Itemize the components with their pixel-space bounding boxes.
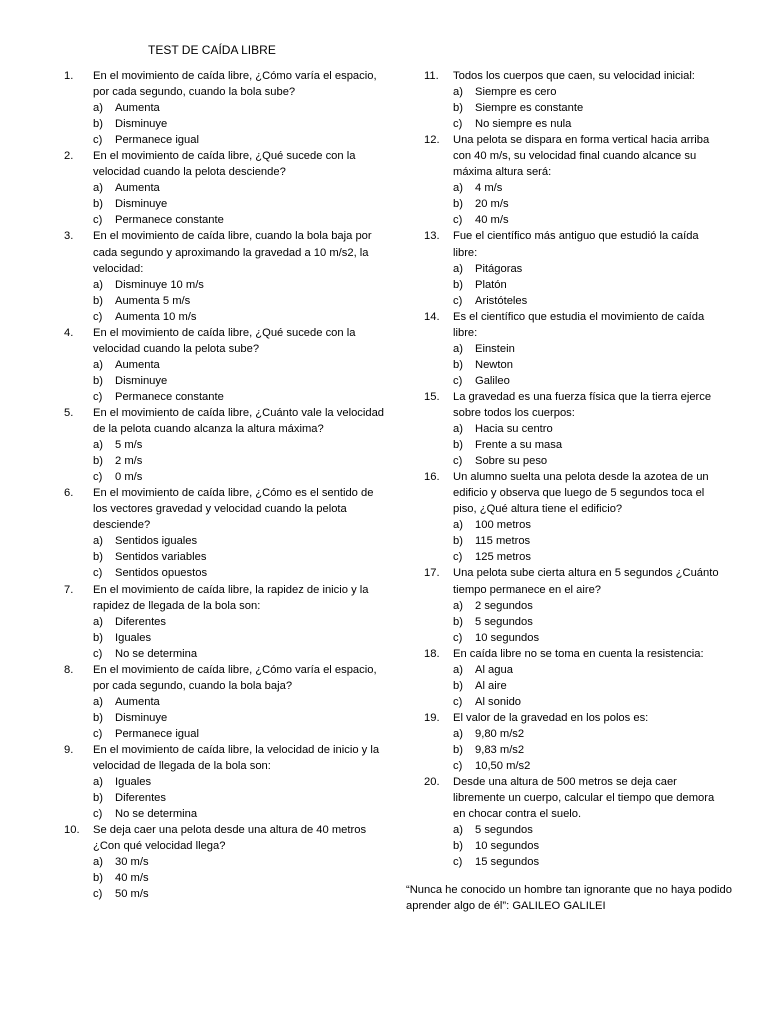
question-row <box>424 469 724 517</box>
question-number: 13. <box>424 230 440 243</box>
question-text: Una pelota se dispara en forma vertical hacia arriba con 40 m/s, su velocidad final cuando alcance su máxima altura será: <box>453 134 710 179</box>
answer-option <box>424 437 724 453</box>
option-letter: b) <box>453 615 463 628</box>
question-number: 2. <box>64 150 74 163</box>
question-item <box>424 646 724 710</box>
question-text: En el movimiento de caída libre, ¿Cómo es el sentido de los vectores gravedad y velocidad cuando la pelota desciende? <box>93 487 374 532</box>
option-text: Siempre es constante <box>475 102 584 115</box>
answer-option <box>424 116 724 132</box>
answer-option <box>64 212 386 228</box>
answer-option <box>424 662 724 678</box>
question-item <box>64 822 386 902</box>
answer-option <box>424 212 724 228</box>
option-text: 100 metros <box>475 519 531 532</box>
answer-option <box>64 630 386 646</box>
option-text: 5 segundos <box>475 615 533 628</box>
option-letter: a) <box>93 776 103 789</box>
option-text: 9,80 m/s2 <box>475 727 525 740</box>
option-letter: a) <box>93 856 103 869</box>
answer-option <box>64 453 386 469</box>
option-letter: c) <box>453 118 463 131</box>
option-letter: a) <box>453 423 463 436</box>
question-text: En el movimiento de caída libre, cuando la bola baja por cada segundo y aproximando la gravedad a 10 m/s2, la velocidad: <box>93 230 372 275</box>
answer-option <box>424 357 724 373</box>
question-text: En el movimiento de caída libre, ¿Qué sucede con la velocidad cuando la pelota sube? <box>93 326 356 355</box>
test-title: TEST DE CAÍDA LIBRE <box>148 43 276 57</box>
answer-option <box>64 533 386 549</box>
question-item <box>64 405 386 485</box>
question-number: 3. <box>64 230 74 243</box>
option-letter: b) <box>453 198 463 211</box>
option-letter: a) <box>453 182 463 195</box>
option-text: Einstein <box>475 342 515 355</box>
option-letter: c) <box>93 567 103 580</box>
option-text: Sentidos variables <box>115 551 207 564</box>
question-item <box>424 228 724 308</box>
question-row <box>64 228 386 276</box>
option-letter: c) <box>453 760 463 773</box>
option-text: Aumenta 10 m/s <box>115 310 197 323</box>
question-number: 18. <box>424 647 440 660</box>
option-text: 2 segundos <box>475 599 533 612</box>
question-item <box>64 485 386 581</box>
option-letter: c) <box>453 294 463 307</box>
question-item <box>424 68 724 132</box>
right-column <box>406 68 732 914</box>
answer-option <box>64 774 386 790</box>
option-letter: c) <box>453 374 463 387</box>
answer-option <box>64 549 386 565</box>
answer-option <box>424 854 724 870</box>
answer-option <box>424 549 724 565</box>
option-text: Aumenta <box>115 102 160 115</box>
option-text: Disminuye <box>115 118 168 131</box>
option-letter: b) <box>453 358 463 371</box>
option-text: 5 m/s <box>115 439 143 452</box>
answer-option <box>64 565 386 581</box>
option-text: Diferentes <box>115 615 166 628</box>
option-text: Aumenta <box>115 358 160 371</box>
answer-option <box>424 678 724 694</box>
answer-option <box>64 870 386 886</box>
option-text: Siempre es cero <box>475 86 557 99</box>
option-letter: b) <box>93 792 103 805</box>
question-text: En el movimiento de caída libre, la velocidad de inicio y la velocidad de llegada de la bola son: <box>93 743 380 773</box>
option-text: 40 m/s <box>115 872 149 885</box>
option-text: Disminuye 10 m/s <box>115 278 204 291</box>
option-letter: a) <box>453 663 463 676</box>
option-text: No se determina <box>115 808 198 821</box>
option-letter: c) <box>93 647 103 660</box>
answer-option <box>424 261 724 277</box>
option-letter: b) <box>453 102 463 115</box>
option-text: 115 metros <box>475 535 531 548</box>
option-letter: b) <box>453 840 463 853</box>
question-row <box>64 582 386 614</box>
option-letter: c) <box>453 856 463 869</box>
option-text: Al aire <box>475 679 507 692</box>
option-letter: c) <box>93 727 103 740</box>
option-text: Disminuye <box>115 711 168 724</box>
option-letter: c) <box>93 390 103 403</box>
question-row <box>424 389 724 421</box>
answer-option <box>64 726 386 742</box>
answer-option <box>424 277 724 293</box>
answer-option <box>64 710 386 726</box>
question-row <box>424 565 724 597</box>
option-letter: b) <box>453 679 463 692</box>
question-number: 4. <box>64 326 74 339</box>
question-row <box>424 68 724 84</box>
question-number: 8. <box>64 663 74 676</box>
option-text: 40 m/s <box>475 214 509 227</box>
question-text: Se deja caer una pelota desde una altura de 40 metros ¿Con qué velocidad llega? <box>93 824 367 853</box>
option-text: 4 m/s <box>475 182 503 195</box>
option-letter: c) <box>93 134 103 147</box>
question-text: En el movimiento de caída libre, ¿Cómo varía el espacio, por cada segundo, cuando la bola baja? <box>93 663 377 692</box>
option-text: Aumenta 5 m/s <box>115 294 191 307</box>
option-letter: c) <box>453 631 463 644</box>
option-text: No se determina <box>115 647 198 660</box>
option-letter: c) <box>453 695 463 708</box>
option-text: Sentidos iguales <box>115 535 198 548</box>
option-text: Frente a su masa <box>475 439 563 452</box>
option-letter: b) <box>93 872 103 885</box>
answer-option <box>424 822 724 838</box>
answer-option <box>64 806 386 822</box>
option-letter: a) <box>93 615 103 628</box>
option-letter: c) <box>93 310 103 323</box>
question-text: El valor de la gravedad en los polos es: <box>453 711 649 724</box>
question-item <box>64 582 386 662</box>
answer-option <box>64 100 386 116</box>
question-item <box>424 469 724 565</box>
answer-option <box>64 469 386 485</box>
answer-option <box>64 357 386 373</box>
option-text: Disminuye <box>115 374 168 387</box>
option-text: Permanece igual <box>115 727 199 740</box>
option-letter: c) <box>93 808 103 821</box>
question-item <box>424 565 724 645</box>
question-number: 6. <box>64 487 74 500</box>
question-text: La gravedad es una fuerza física que la tierra ejerce sobre todos los cuerpos: <box>453 390 712 419</box>
option-text: 20 m/s <box>475 198 509 211</box>
question-text: Desde una altura de 500 metros se deja caer libremente un cuerpo, calcular el tiempo que demora en chocar contra el suelo. <box>453 776 715 821</box>
option-text: Aristóteles <box>475 294 528 307</box>
answer-option <box>64 646 386 662</box>
option-text: Al sonido <box>475 695 522 708</box>
answer-option <box>64 373 386 389</box>
option-text: No siempre es nula <box>475 118 572 131</box>
answer-option <box>424 694 724 710</box>
question-text: En el movimiento de caída libre, ¿Cómo varía el espacio, por cada segundo, cuando la bola sube? <box>93 70 377 99</box>
question-number: 1. <box>64 70 74 82</box>
option-text: Permanece constante <box>115 214 224 227</box>
question-row <box>64 405 386 437</box>
answer-option <box>424 421 724 437</box>
question-number: 14. <box>424 310 440 323</box>
option-text: Newton <box>475 358 513 371</box>
question-text: Un alumno suelta una pelota desde la azotea de un edificio y observa que luego de 5 segundos toca el piso, ¿Qué altura tiene el edificio? <box>453 471 709 516</box>
question-number: 12. <box>424 134 440 147</box>
question-item <box>64 148 386 228</box>
option-text: Galileo <box>475 374 510 387</box>
answer-option <box>64 790 386 806</box>
option-text: 125 metros <box>475 551 531 564</box>
question-number: 16. <box>424 471 440 484</box>
option-letter: a) <box>453 727 463 740</box>
option-letter: a) <box>453 599 463 612</box>
option-letter: a) <box>93 535 103 548</box>
answer-option <box>424 838 724 854</box>
option-letter: b) <box>93 374 103 387</box>
question-row <box>64 325 386 357</box>
option-text: Diferentes <box>115 792 166 805</box>
answer-option <box>424 180 724 196</box>
option-letter: a) <box>93 358 103 371</box>
question-row <box>64 742 386 774</box>
answer-option <box>424 630 724 646</box>
question-item <box>64 742 386 822</box>
answer-option <box>64 886 386 902</box>
question-item <box>424 389 724 469</box>
question-number: 19. <box>424 711 440 724</box>
option-letter: a) <box>453 824 463 837</box>
question-number: 9. <box>64 743 74 756</box>
option-letter: a) <box>93 439 103 452</box>
answer-option <box>424 758 724 774</box>
answer-option <box>424 614 724 630</box>
option-letter: b) <box>453 439 463 452</box>
option-letter: c) <box>453 214 463 227</box>
option-text: 10 segundos <box>475 631 540 644</box>
question-row <box>64 822 386 854</box>
question-text: Fue el científico más antiguo que estudió la caída libre: <box>453 230 699 259</box>
right-question-list <box>424 68 724 870</box>
question-row <box>424 309 724 341</box>
answer-option <box>64 437 386 453</box>
question-row <box>424 646 724 662</box>
option-letter: b) <box>93 118 103 131</box>
question-item <box>64 662 386 742</box>
question-number: 20. <box>424 776 440 789</box>
answer-option <box>424 293 724 309</box>
option-text: Sentidos opuestos <box>115 567 208 580</box>
question-number: 17. <box>424 567 440 580</box>
question-text: En el movimiento de caída libre, ¿Cuánto vale la velocidad de la pelota cuando alcanza la altura máxima? <box>93 406 385 436</box>
question-text: Una pelota sube cierta altura en 5 segundos ¿Cuánto tiempo permanece en el aire? <box>453 567 719 596</box>
question-item <box>424 774 724 870</box>
option-text: 5 segundos <box>475 824 533 837</box>
option-text: Sobre su peso <box>475 455 548 468</box>
answer-option <box>424 726 724 742</box>
question-number: 15. <box>424 390 440 403</box>
answer-option <box>424 84 724 100</box>
option-letter: a) <box>453 519 463 532</box>
option-text: 10 segundos <box>475 840 540 853</box>
option-text: 30 m/s <box>115 856 149 869</box>
question-text: En el movimiento de caída libre, la rapidez de inicio y la rapidez de llegada de la bola son: <box>93 583 369 612</box>
question-number: 10. <box>64 824 80 837</box>
option-text: 10,50 m/s2 <box>475 760 531 773</box>
option-text: Iguales <box>115 631 152 644</box>
option-letter: a) <box>453 342 463 355</box>
question-row <box>424 228 724 260</box>
answer-option <box>424 517 724 533</box>
answer-option <box>424 598 724 614</box>
answer-option <box>64 854 386 870</box>
option-text: Permanece igual <box>115 134 199 147</box>
option-text: 0 m/s <box>115 471 143 484</box>
option-letter: c) <box>453 551 463 564</box>
answer-option <box>64 614 386 630</box>
answer-option <box>64 694 386 710</box>
option-letter: a) <box>93 278 103 291</box>
option-letter: b) <box>93 631 103 644</box>
question-item <box>64 325 386 405</box>
option-letter: b) <box>453 743 463 756</box>
option-text: Pitágoras <box>475 262 523 275</box>
question-text: Todos los cuerpos que caen, su velocidad inicial: <box>453 70 695 82</box>
option-letter: b) <box>93 711 103 724</box>
option-text: Platón <box>475 278 507 291</box>
question-item <box>424 309 724 389</box>
option-letter: c) <box>453 455 463 468</box>
option-text: 9,83 m/s2 <box>475 743 525 756</box>
answer-option <box>424 196 724 212</box>
option-text: Permanece constante <box>115 390 224 403</box>
question-item <box>64 68 386 148</box>
question-row <box>64 662 386 694</box>
answer-option <box>64 277 386 293</box>
left-column <box>64 68 386 902</box>
question-number: 5. <box>64 406 74 419</box>
option-text: 50 m/s <box>115 888 149 901</box>
question-text: En el movimiento de caída libre, ¿Qué sucede con la velocidad cuando la pelota desciende? <box>93 150 356 179</box>
option-letter: c) <box>93 214 103 227</box>
option-letter: c) <box>93 888 103 901</box>
option-letter: b) <box>93 455 103 468</box>
option-text: Disminuye <box>115 198 168 211</box>
option-letter: a) <box>93 182 103 195</box>
answer-option <box>424 341 724 357</box>
option-text: Iguales <box>115 776 152 789</box>
option-text: Al agua <box>475 663 513 676</box>
option-text: Aumenta <box>115 695 160 708</box>
question-item <box>64 228 386 324</box>
option-letter: b) <box>93 294 103 307</box>
option-letter: a) <box>453 262 463 275</box>
option-text: 2 m/s <box>115 455 143 468</box>
answer-option <box>424 742 724 758</box>
option-letter: a) <box>453 86 463 99</box>
option-letter: b) <box>93 551 103 564</box>
answer-option <box>424 533 724 549</box>
answer-option <box>64 309 386 325</box>
option-text: Aumenta <box>115 182 160 195</box>
option-letter: c) <box>93 471 103 484</box>
option-letter: a) <box>93 695 103 708</box>
option-text: 15 segundos <box>475 856 540 869</box>
answer-option <box>64 116 386 132</box>
option-letter: b) <box>93 198 103 211</box>
question-text: Es el científico que estudia el movimiento de caída libre: <box>453 310 705 339</box>
question-row <box>424 710 724 726</box>
answer-option <box>64 132 386 148</box>
question-number: 7. <box>64 583 74 596</box>
answer-option <box>424 373 724 389</box>
answer-option <box>64 389 386 405</box>
question-row <box>64 68 386 100</box>
answer-option <box>64 293 386 309</box>
answer-option <box>64 196 386 212</box>
question-row <box>424 774 724 822</box>
galileo-quote: “Nunca he conocido un hombre tan ignorante que no haya podido aprender algo de él”: GALILEO GALILEI <box>406 884 732 913</box>
question-item <box>424 132 724 228</box>
question-row <box>64 148 386 180</box>
question-number: 11. <box>424 70 439 82</box>
question-row <box>424 132 724 180</box>
option-text: Hacia su centro <box>475 423 553 436</box>
question-item <box>424 710 724 774</box>
answer-option <box>64 180 386 196</box>
answer-option <box>424 453 724 469</box>
option-letter: b) <box>453 535 463 548</box>
question-row <box>64 485 386 533</box>
question-text: En caída libre no se toma en cuenta la resistencia: <box>453 647 704 660</box>
answer-option <box>424 100 724 116</box>
option-letter: b) <box>453 278 463 291</box>
option-letter: a) <box>93 102 103 115</box>
